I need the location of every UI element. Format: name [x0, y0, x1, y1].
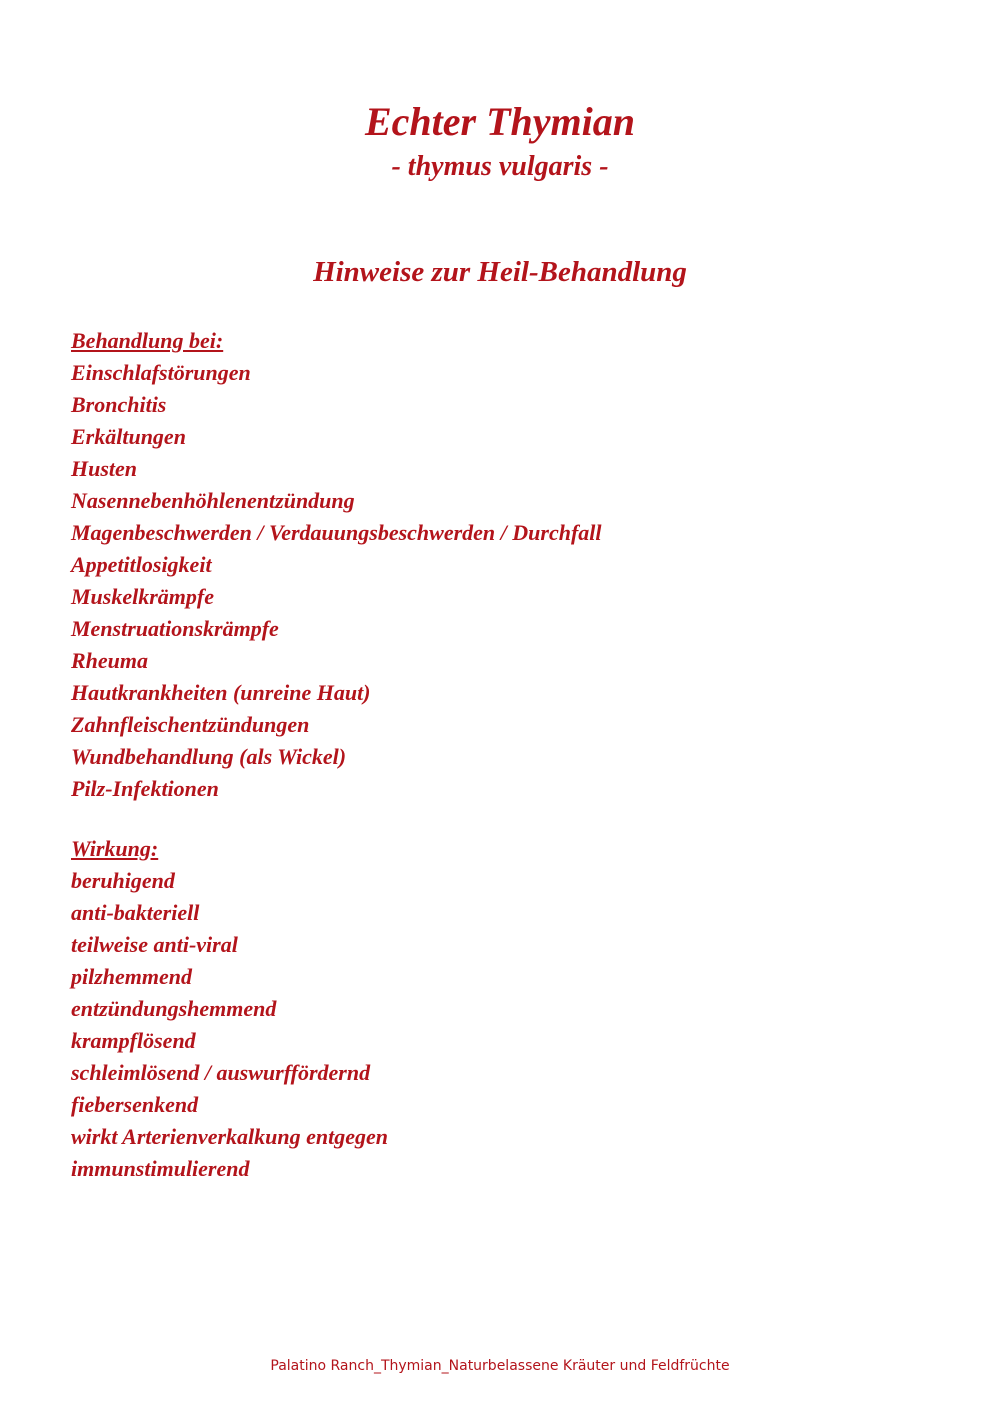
- effect-item: anti-bakteriell: [71, 900, 200, 925]
- treatment-item: Rheuma: [71, 648, 149, 673]
- effect-item: fiebersenkend: [71, 1092, 199, 1117]
- effect-item: beruhigend: [71, 868, 175, 893]
- effect-item: pilzhemmend: [71, 964, 193, 989]
- treatment-item: Erkältungen: [71, 424, 186, 449]
- treatment-item: Zahnfleischentzündungen: [71, 712, 310, 737]
- treatment-item: Nasennebenhöhlenentzündung: [71, 488, 355, 513]
- effect-item: wirkt Arterienverkalkung entgegen: [71, 1124, 388, 1149]
- effect-section: [71, 833, 951, 1185]
- effect-item: teilweise anti-viral: [71, 932, 238, 957]
- effect-item: entzündungshemmend: [71, 996, 277, 1021]
- treatment-item: Muskelkrämpfe: [71, 584, 214, 609]
- treatment-item: Bronchitis: [71, 392, 167, 417]
- treatment-list: [71, 357, 951, 805]
- page-footer: Palatino Ranch_Thymian_Naturbelassene Kräuter und Feldfrüchte: [270, 1358, 730, 1374]
- effect-item: krampflösend: [71, 1028, 196, 1053]
- effect-item: immunstimulierend: [71, 1156, 250, 1181]
- treatment-item: Husten: [71, 456, 138, 481]
- effect-item: schleimlösend / auswurffördernd: [71, 1060, 371, 1085]
- treatment-item: Appetitlosigkeit: [71, 552, 212, 577]
- treatment-item: Magenbeschwerden / Verdauungsbeschwerden / Durchfall: [71, 520, 602, 545]
- treatment-label: Behandlung bei:: [71, 328, 224, 353]
- treatment-item: Pilz-Infektionen: [71, 776, 219, 801]
- document-title: Echter Thymian: [364, 99, 636, 144]
- section-heading: Hinweise zur Heil-Behandlung: [313, 256, 687, 288]
- treatment-section: [71, 325, 951, 805]
- effect-label: Wirkung:: [71, 836, 159, 861]
- treatment-item: Einschlafstörungen: [71, 360, 251, 385]
- treatment-item: Menstruationskrämpfe: [71, 616, 279, 641]
- treatment-item: Wundbehandlung (als Wickel): [71, 744, 347, 769]
- document-subtitle: - thymus vulgaris -: [391, 151, 609, 182]
- effect-list: [71, 865, 951, 1185]
- treatment-item: Hautkrankheiten (unreine Haut): [71, 680, 371, 705]
